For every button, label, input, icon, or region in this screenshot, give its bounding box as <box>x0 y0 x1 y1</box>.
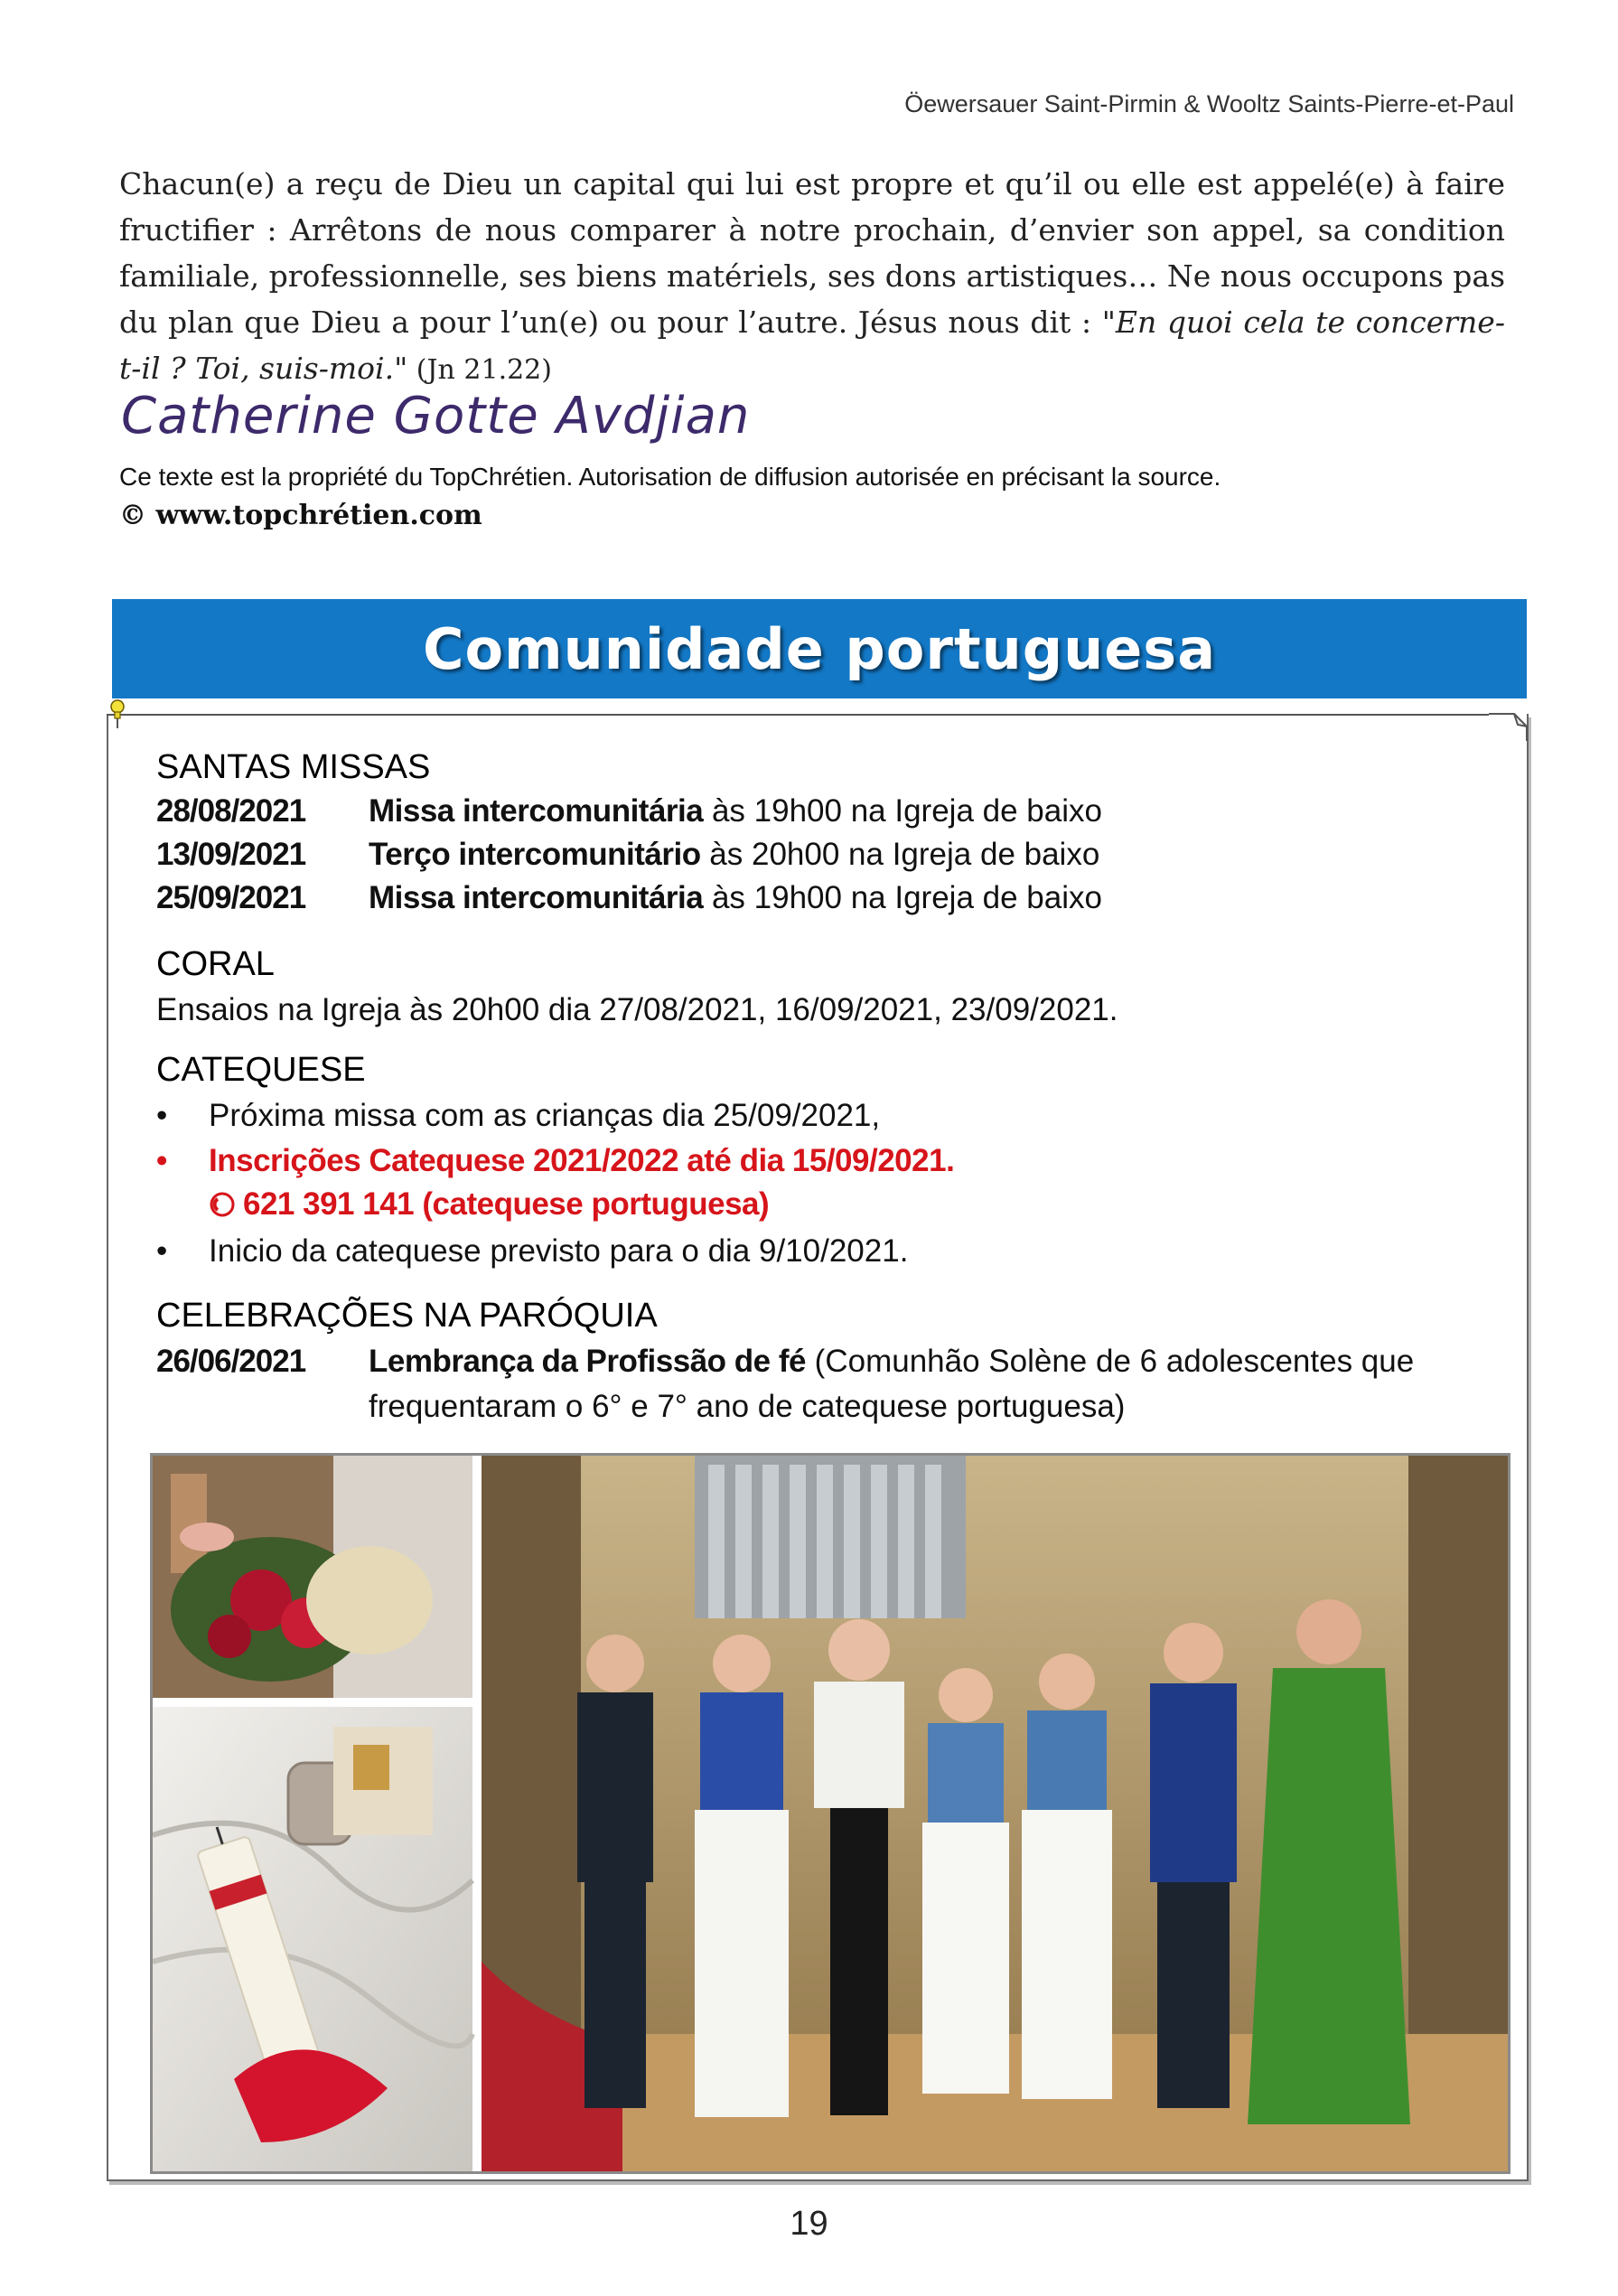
mass-event: Missa intercomunitária <box>369 880 704 915</box>
mass-detail: às 20h00 na Igreja de baixo <box>700 837 1100 872</box>
panel-top-border <box>107 714 1489 716</box>
celebration-event: Lembrança da Profissão de fé <box>369 1344 806 1379</box>
section-title-santas-missas: SANTAS MISSAS <box>156 748 431 786</box>
mass-event: Terço intercomunitário <box>369 837 701 872</box>
celebration-row <box>156 1344 1414 1380</box>
section-banner <box>112 599 1527 698</box>
banner-title: Comunidade portuguesa <box>422 615 1217 682</box>
pushpin-icon <box>107 698 128 729</box>
phone-icon <box>209 1191 236 1218</box>
page-number: 19 <box>790 2205 828 2243</box>
mass-detail: às 19h00 na Igreja de baixo <box>703 793 1102 829</box>
list-item <box>156 1098 880 1134</box>
intro-quote-end: " <box>394 351 408 386</box>
bullet-icon: • <box>156 1233 168 1269</box>
page-fold-icon <box>1487 705 1529 743</box>
coral-text: Ensaios na Igreja às 20h00 dia 27/08/2021, 16/09/2021, 23/09/2021. <box>156 992 1118 1027</box>
running-header: Öewersauer Saint-Pirmin & Wooltz Saints-Pierre-et-Paul <box>904 90 1514 117</box>
intro-main: Chacun(e) a reçu de Dieu un capital qui lui est propre et qu’il ou elle est appelé(e) à faire fructifier : Arrêtons de nous comparer à notre prochain, d’envier son appel, sa condition familiale, professionnelle, ses biens matériels, ses dons artistiques… Ne nous occupons pas du plan que Dieu a pour l’un(e) ou pour l’autre. Jésus nous dit : " <box>119 166 1505 340</box>
mass-event: Missa intercomunitária <box>369 793 704 829</box>
rights-notice: Ce texte est la propriété du TopChrétien. Autorisation de diffusion autorisée en précisant la source. <box>119 463 1221 491</box>
mass-date: 13/09/2021 <box>156 837 306 872</box>
phone-line <box>209 1186 769 1223</box>
section-title-coral: CORAL <box>156 945 275 983</box>
photo-collage-drawing <box>153 1456 1508 2171</box>
list-item-text: Próxima missa com as crianças dia 25/09/2021, <box>209 1098 881 1133</box>
candle-photo <box>153 1707 472 2171</box>
bullet-icon: • <box>156 1143 167 1178</box>
mass-date: 28/08/2021 <box>156 793 306 829</box>
intro-reference: (Jn 21.22) <box>407 354 552 386</box>
list-item <box>156 1233 908 1270</box>
mass-date: 25/09/2021 <box>156 880 306 915</box>
phone-text: 621 391 141 (catequese portuguesa) <box>243 1186 770 1222</box>
mass-row <box>156 837 1099 873</box>
group-photo <box>482 1456 1508 2171</box>
intro-quote: En quoi cela te concerne-t-il ? Toi, suis-moi. <box>119 305 1505 386</box>
celebration-detail: (Comunhão Solène de 6 adolescentes que <box>805 1344 1415 1379</box>
section-title-catequese: CATEQUESE <box>156 1051 366 1089</box>
bullet-icon: • <box>156 1098 168 1133</box>
mass-detail: às 19h00 na Igreja de baixo <box>703 880 1102 915</box>
list-item <box>156 1143 954 1179</box>
flowers-photo <box>153 1456 472 1698</box>
photo-collage <box>150 1453 1510 2174</box>
mass-row <box>156 793 1102 829</box>
list-item-text: Inscrições Catequese 2021/2022 até dia 15/09/2021. <box>209 1143 955 1178</box>
mass-row <box>156 880 1102 916</box>
celebration-detail-line: frequentaram o 6° e 7° ano de catequese portuguesa) <box>369 1389 1126 1424</box>
celebration-date: 26/06/2021 <box>156 1344 306 1379</box>
author-signature: Catherine Gotte Avdjian <box>121 387 751 445</box>
section-title-celebracoes: CELEBRAÇÕES NA PARÓQUIA <box>156 1297 658 1335</box>
list-item-text: Inicio da catequese previsto para o dia 9/10/2021. <box>209 1233 909 1269</box>
intro-paragraph <box>119 161 1505 393</box>
copyright-line: © www.topchrétien.com <box>119 500 482 531</box>
